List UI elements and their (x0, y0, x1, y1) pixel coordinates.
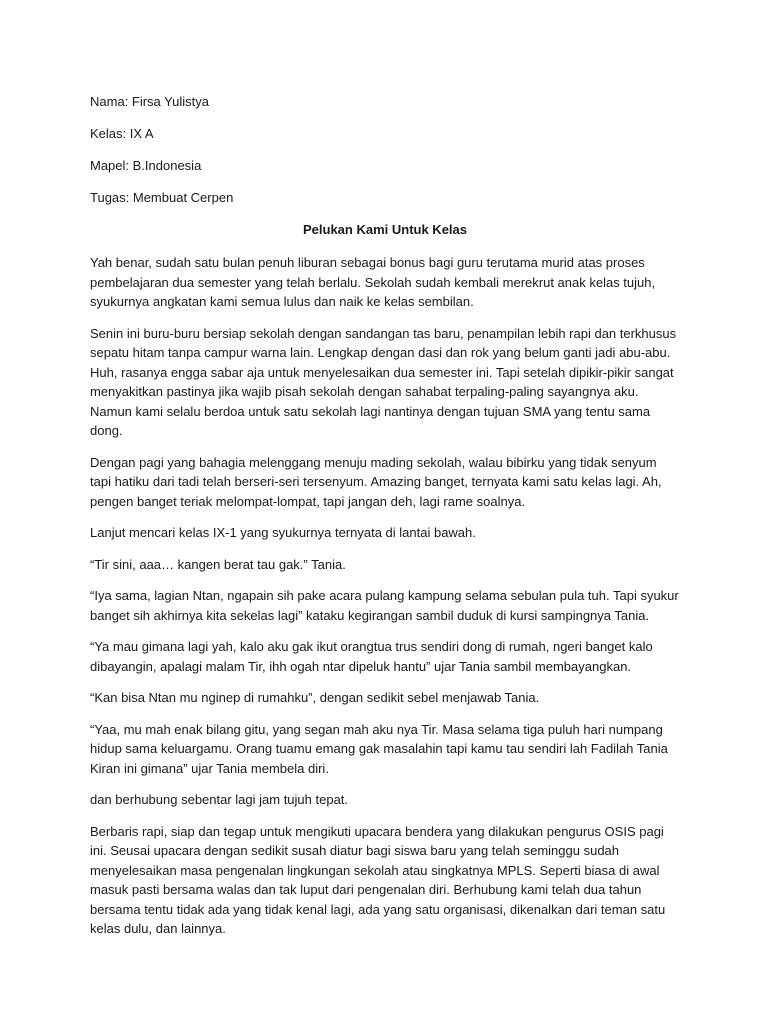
student-class: Kelas: IX A (90, 126, 154, 141)
story-paragraph: Yah benar, sudah satu bulan penuh liburan sebagai bonus bagi guru terutama murid atas proses pembelajaran dua semester yang telah berlalu. Sekolah sudah kembali merekrut anak kelas tujuh, syukurnya angkatan kami semua lulus dan naik ke kelas sembilan. (90, 255, 656, 309)
student-name: Nama: Firsa Yulistya (90, 94, 209, 109)
story-paragraph: “Yaa, mu mah enak bilang gitu, yang segan mah aku nya Tir. Masa selama tiga puluh hari numpang hidup sama keluargamu. Orang tuamu emang gak masalahin tapi kamu tau sendiri lah Fadilah Tania Kiran ini gimana” ujar Tania membela diri. (90, 721, 668, 776)
story-paragraph: Senin ini buru-buru bersiap sekolah dengan sandangan tas baru, penampilan lebih rapi dan terkhusus sepatu hitam tanpa campur warna lain. Lengkap dengan dasi dan rok yang belum ganti jadi abu-abu. Huh, rasanya engga sabar aja untuk menyelesaikan dua semester ini. Tapi setelah dipikir-pikir sangat menyakitkan pastinya jika wajib pisah sekolah dengan sahabat terpaling-paling sayangnya aku. Namun kami selalu berdoa untuk satu sekolah lagi nantinya dengan tujuan SMA yang tentu sama dong. (90, 325, 677, 438)
assignment: Tugas: Membuat Cerpen (90, 190, 234, 205)
story-paragraph: Lanjut mencari kelas IX-1 yang syukurnya ternyata di lantai bawah. (90, 525, 476, 540)
subject: Mapel: B.Indonesia (90, 158, 202, 173)
story-paragraph: Dengan pagi yang bahagia melenggang menuju mading sekolah, walau bibirku yang tidak senyum tapi hatiku dari tadi telah berseri-seri tersenyum. Amazing banget, ternyata kami satu kelas lagi. Ah, pengen banget teriak melompat-lompat, tapi jangan deh, lagi rame soalnya. (90, 454, 662, 509)
document-content (90, 93, 680, 951)
story-paragraph: “Tir sini, aaa… kangen berat tau gak.” Tania. (90, 556, 346, 572)
story-paragraph: “Kan bisa Ntan mu nginep di rumahku”, dengan sedikit sebel menjawab Tania. (90, 690, 540, 705)
story-paragraph: “Ya mau gimana lagi yah, kalo aku gak ikut orangtua trus sendiri dong di rumah, ngeri banget kalo dibayangin, apalagi malam Tir, ihh ogah ntar dipeluk hantu” ujar Tania sambil membayangkan. (90, 639, 653, 674)
story-title: Pelukan Kami Untuk Kelas (303, 222, 467, 237)
story-paragraph: “Iya sama, lagian Ntan, ngapain sih pake acara pulang kampung selama sebulan pula tuh. Tapi syukur banget sih akhirnya kita sekelas lagi” kataku kegirangan sambil duduk di kursi sampingnya Tania. (90, 588, 679, 623)
story-paragraph: Berbaris rapi, siap dan tegap untuk mengikuti upacara bendera yang dilakukan pengurus OSIS pagi ini. Seusai upacara dengan sedikit susah diatur bagi siswa baru yang telah seminggu sudah menyelesaikan masa pengenalan lingkungan sekolah atau singkatnya MPLS. Seperti biasa di awal masuk pasti bersama walas dan tak luput dari pengenalan diri. Berhubung kami telah dua tahun bersama tentu tidak ada yang tidak kenal lagi, ada yang satu organisasi, dikenalkan dari teman satu kelas dulu, dan lainnya. (90, 823, 666, 936)
story-paragraph: dan berhubung sebentar lagi jam tujuh tepat. (90, 792, 349, 807)
